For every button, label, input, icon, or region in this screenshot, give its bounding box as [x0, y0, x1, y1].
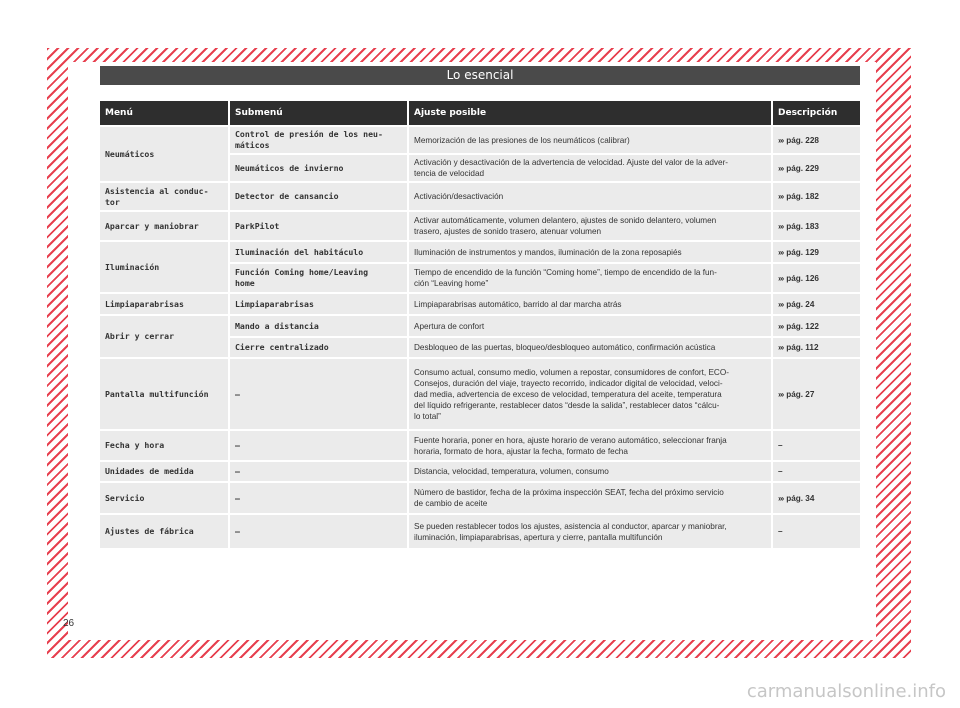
adjustment-text: Activación y desactivación de la advertencia de velocidad. Ajuste del valor de la adver- tencia de velocidad	[414, 158, 729, 178]
cross-reference-arrow-icon: ›››	[778, 221, 784, 231]
submenu-label: –	[235, 526, 240, 536]
submenu-cell	[230, 513, 409, 548]
adjustment-text: Iluminación de instrumentos y mandos, iluminación de la zona reposapiés	[414, 247, 682, 257]
adjustment-cell	[409, 240, 773, 262]
table-row	[100, 481, 860, 513]
cross-reference-arrow-icon: ›››	[778, 247, 784, 257]
adjustment-text: Consumo actual, consumo medio, volumen a repostar, consumidores de confort, ECO- Consejos, duración del viaje, trayecto recorrido, indicador digital de velocidad, veloci- dad media, advertencia de exceso de velocidad, temperatura del aceite, temperatura del líquido refrigerante, restablecer datos “desde la salida”, restablecer datos “cálcu- lo total”	[414, 367, 729, 421]
cross-reference-arrow-icon: ›››	[778, 135, 784, 145]
description-cell	[773, 429, 860, 460]
submenu-label: Control de presión de los neu- máticos	[235, 129, 383, 150]
cross-reference-arrow-icon: ›››	[778, 343, 784, 352]
menu-label: Asistencia al conduc- tor	[105, 185, 209, 207]
submenu-cell	[230, 481, 409, 513]
adjustment-cell	[409, 429, 773, 460]
description-cell	[773, 240, 860, 262]
table-row	[100, 357, 860, 429]
adjustment-cell	[409, 125, 773, 153]
cross-reference-arrow-icon: ›››	[778, 273, 784, 283]
submenu-label: Mando a distancia	[235, 320, 319, 331]
description-cell	[773, 210, 860, 240]
menu-cell	[100, 481, 230, 513]
description-cell	[773, 357, 860, 429]
adjustment-text: Fuente horaria, poner en hora, ajuste horario de verano automático, seleccionar franja horaria, formato de hora, ajustar la fecha, formato de fecha	[414, 435, 727, 456]
menu-label: Iluminación	[105, 261, 160, 272]
cross-reference-arrow-icon: ›››	[778, 321, 784, 331]
description-cell	[773, 481, 860, 513]
submenu-cell	[230, 314, 409, 336]
menu-label: Abrir y cerrar	[105, 331, 175, 341]
submenu-label: –	[235, 492, 240, 503]
menu-label: Aparcar y maniobrar	[105, 220, 199, 231]
table-body	[100, 125, 860, 548]
menu-cell	[100, 292, 230, 314]
table-row	[100, 429, 860, 460]
menu-label: Servicio	[105, 492, 145, 503]
menu-cell	[100, 314, 230, 357]
column-header-description: Descripción	[773, 101, 860, 125]
adjustment-text: Activación/desactivación	[414, 192, 504, 201]
table-row	[100, 210, 860, 240]
submenu-label: Iluminación del habitáculo	[235, 246, 364, 257]
submenu-label: Neumáticos de invierno	[235, 162, 344, 173]
adjustment-text: Se pueden restablecer todos los ajustes, asistencia al conductor, aparcar y maniobrar, iluminación, limpiaparabrisas, apertura y cierre, pantalla multifunción	[414, 521, 727, 542]
table-row	[100, 125, 860, 153]
adjustment-text: Tiempo de encendido de la función “Coming home”, tiempo de encendido de la fun- ción “Leaving home”	[414, 268, 717, 288]
adjustment-text: Memorización de las presiones de los neumáticos (calibrar)	[414, 135, 630, 145]
menu-cell	[100, 429, 230, 460]
submenu-cell	[230, 153, 409, 181]
table-row	[100, 292, 860, 314]
menu-label: Ajustes de fábrica	[105, 526, 194, 536]
submenu-label: Detector de cansancio	[235, 191, 339, 201]
page-reference-link[interactable]: pág. 183	[786, 221, 819, 231]
adjustment-text: Apertura de confort	[414, 321, 485, 331]
description-cell	[773, 513, 860, 548]
table-row	[100, 513, 860, 548]
adjustment-text: Distancia, velocidad, temperatura, volumen, consumo	[414, 467, 609, 476]
page-reference-link[interactable]: pág. 27	[786, 389, 815, 399]
table-row	[100, 460, 860, 481]
adjustment-cell	[409, 357, 773, 429]
page-reference-link[interactable]: pág. 182	[786, 192, 819, 201]
submenu-cell	[230, 292, 409, 314]
description-cell	[773, 181, 860, 210]
table-row	[100, 240, 860, 262]
submenu-label: ParkPilot	[235, 220, 280, 231]
cross-reference-arrow-icon: ›››	[778, 389, 784, 399]
cross-reference-arrow-icon: ›››	[778, 192, 784, 201]
submenu-cell	[230, 429, 409, 460]
column-header-menu: Menú	[100, 101, 230, 125]
menu-label: Fecha y hora	[105, 440, 165, 450]
adjustment-cell	[409, 314, 773, 336]
submenu-label: –	[235, 466, 240, 476]
adjustment-cell	[409, 181, 773, 210]
submenu-label: Limpiaparabrisas	[235, 298, 314, 309]
page-reference-link[interactable]: pág. 229	[786, 163, 819, 173]
adjustment-cell	[409, 460, 773, 481]
adjustment-text: Activar automáticamente, volumen delantero, ajustes de sonido delantero, volumen trasero, ajustes de sonido trasero, atenuar volumen	[414, 216, 717, 236]
page-reference-link[interactable]: pág. 228	[786, 135, 819, 145]
adjustment-cell	[409, 336, 773, 357]
menu-cell	[100, 181, 230, 210]
submenu-cell	[230, 210, 409, 240]
page-reference-link[interactable]: pág. 34	[786, 493, 815, 503]
submenu-label: Cierre centralizado	[235, 342, 329, 352]
column-header-submenu: Submenú	[230, 101, 409, 125]
description-text: –	[778, 467, 783, 476]
page-reference-link[interactable]: pág. 126	[786, 273, 819, 283]
settings-menu-table	[100, 101, 860, 548]
description-cell	[773, 153, 860, 181]
description-cell	[773, 314, 860, 336]
adjustment-text: Limpiaparabrisas automático, barrido al dar marcha atrás	[414, 299, 622, 309]
menu-cell	[100, 210, 230, 240]
description-text: –	[778, 441, 783, 450]
menu-cell	[100, 240, 230, 292]
submenu-cell	[230, 240, 409, 262]
page-reference-link[interactable]: pág. 129	[786, 247, 819, 257]
description-cell	[773, 125, 860, 153]
menu-cell	[100, 357, 230, 429]
adjustment-cell	[409, 262, 773, 292]
description-cell	[773, 292, 860, 314]
adjustment-cell	[409, 481, 773, 513]
submenu-cell	[230, 460, 409, 481]
submenu-cell	[230, 125, 409, 153]
cross-reference-arrow-icon: ›››	[778, 493, 784, 503]
section-title: Lo esencial	[100, 66, 860, 85]
submenu-cell	[230, 181, 409, 210]
description-text: –	[778, 527, 783, 536]
adjustment-cell	[409, 210, 773, 240]
adjustment-text: Desbloqueo de las puertas, bloqueo/desbloqueo automático, confirmación acústica	[414, 343, 716, 352]
submenu-cell	[230, 357, 409, 429]
adjustment-cell	[409, 292, 773, 314]
description-cell	[773, 460, 860, 481]
menu-cell	[100, 125, 230, 181]
table-header-row	[100, 101, 860, 125]
menu-label: Pantalla multifunción	[105, 388, 209, 399]
page-reference-link[interactable]: pág. 122	[786, 321, 819, 331]
cross-reference-arrow-icon: ›››	[778, 299, 784, 309]
adjustment-cell	[409, 153, 773, 181]
page-reference-link[interactable]: pág. 112	[786, 343, 819, 352]
submenu-label: –	[235, 440, 240, 450]
cross-reference-arrow-icon: ›››	[778, 163, 784, 173]
menu-label: Neumáticos	[105, 148, 155, 159]
submenu-label: –	[235, 388, 240, 399]
watermark: carmanualsonline.info	[746, 681, 946, 702]
menu-label: Unidades de medida	[105, 466, 194, 476]
submenu-cell	[230, 262, 409, 292]
page-number: 26	[63, 618, 75, 629]
submenu-label: Función Coming home/Leaving home	[235, 267, 369, 288]
description-cell	[773, 336, 860, 357]
adjustment-cell	[409, 513, 773, 548]
table-row	[100, 314, 860, 336]
description-cell	[773, 262, 860, 292]
menu-label: Limpiaparabrisas	[105, 298, 184, 309]
page-reference-link[interactable]: pág. 24	[786, 299, 815, 309]
adjustment-text: Número de bastidor, fecha de la próxima inspección SEAT, fecha del próximo servicio de cambio de aceite	[414, 488, 724, 508]
menu-cell	[100, 460, 230, 481]
menu-cell	[100, 513, 230, 548]
table-row	[100, 181, 860, 210]
submenu-cell	[230, 336, 409, 357]
column-header-adjustment: Ajuste posible	[409, 101, 773, 125]
